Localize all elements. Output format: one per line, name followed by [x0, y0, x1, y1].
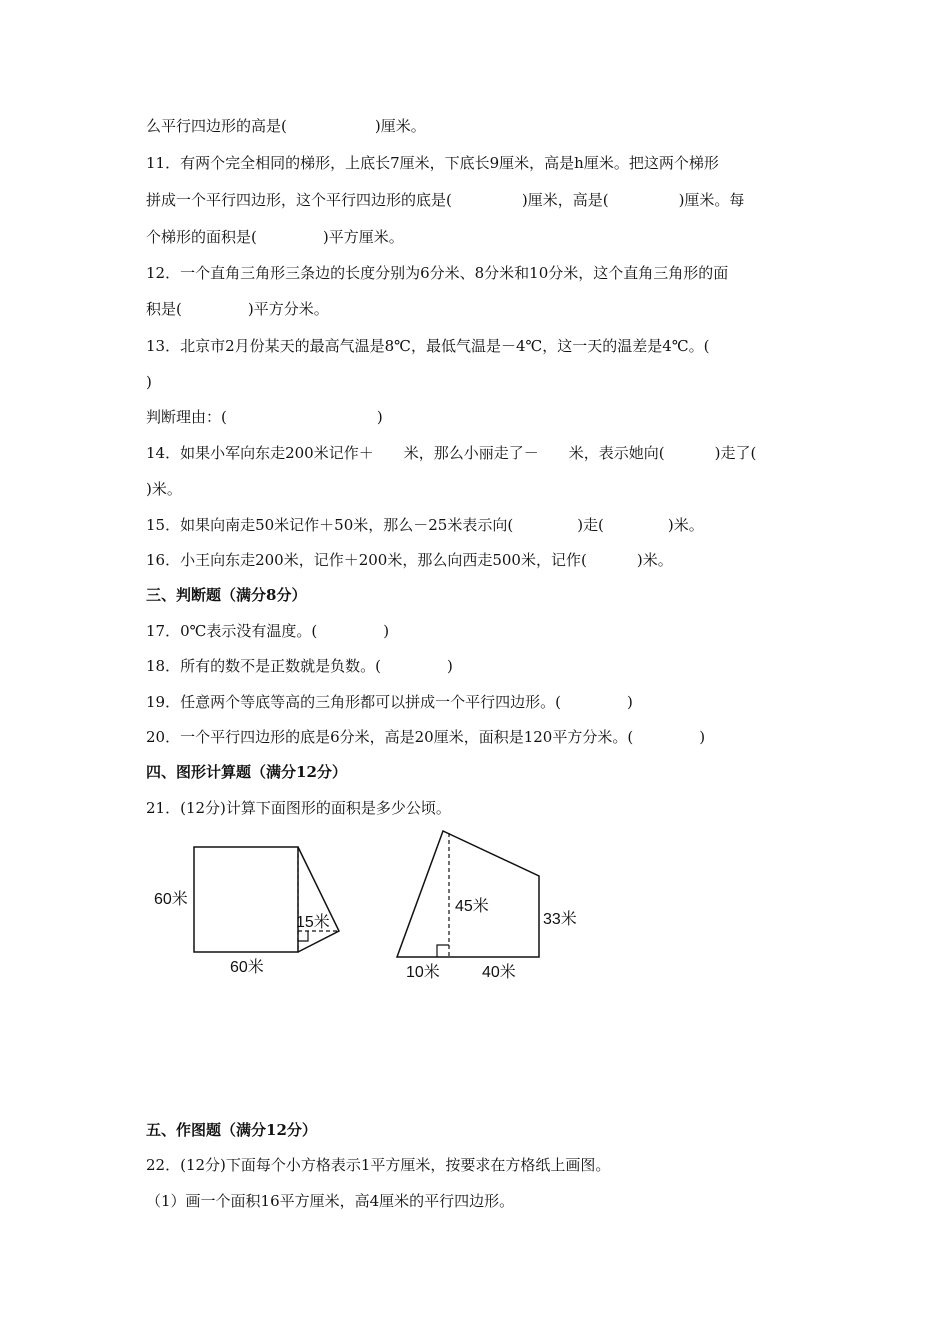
text: 14．如果小军向东走200米记作＋	[146, 444, 374, 462]
text: 15．如果向南走50米记作＋50米，那么－25米表示向(	[146, 516, 514, 534]
question-13-line-1	[146, 336, 709, 356]
text: 12．一个直角三角形三条边的长度分别为6分米、8分米和10分米，这个直角三角形的面	[146, 264, 729, 282]
text: 13．北京市2月份某天的最高气温是8℃，最低气温是－4℃，这一天的温差是4℃。(	[146, 337, 710, 355]
label-height: 15米	[296, 914, 330, 931]
text: 三、判断题（满分8分）	[146, 586, 307, 604]
square-shape	[194, 847, 298, 952]
text: )平方厘米。	[322, 228, 404, 246]
question-14-line-1	[146, 443, 756, 463]
label-height: 45米	[455, 898, 489, 915]
section-3-heading	[146, 585, 306, 605]
text: 米，表示她向(	[568, 444, 665, 462]
label-bottom: 60米	[230, 959, 264, 976]
text: 米，那么小丽走了－	[403, 444, 539, 462]
question-11-line-3	[146, 227, 404, 247]
text: )	[446, 657, 453, 675]
question-18	[146, 656, 453, 676]
label-base-left: 10米	[406, 964, 440, 981]
triangle-shape	[298, 847, 339, 952]
text: （1）画一个面积16平方厘米，高4厘米的平行四边形。	[146, 1192, 515, 1210]
section-5-heading	[146, 1120, 317, 1140]
figure-square-triangle	[140, 835, 355, 985]
question-19	[146, 692, 633, 712]
question-11-line-1	[146, 153, 719, 173]
question-22	[146, 1155, 610, 1175]
question-10-continuation	[146, 116, 426, 136]
question-22-part-1	[146, 1191, 514, 1211]
text: 拼成一个平行四边形，这个平行四边形的底是(	[146, 191, 452, 209]
text: )米。	[146, 480, 182, 498]
question-17	[146, 621, 389, 641]
text: 20．一个平行四边形的底是6分米，高是20厘米，面积是120平方分米。(	[146, 728, 634, 746]
text: )厘米。每	[678, 191, 745, 209]
question-12-line-1	[146, 263, 728, 283]
question-20	[146, 727, 705, 747]
text: 五、作图题（满分12分）	[146, 1121, 317, 1139]
text: )	[376, 408, 383, 426]
text: )	[626, 693, 633, 711]
text: 么平行四边形的高是(	[146, 117, 287, 135]
right-angle-mark	[437, 945, 449, 957]
question-16	[146, 550, 673, 570]
text: )	[146, 373, 152, 391]
text: )平方分米。	[247, 300, 329, 318]
text: 11．有两个完全相同的梯形，上底长7厘米，下底长9厘米，高是h厘米。把这两个梯形	[146, 154, 719, 172]
text: 四、图形计算题（满分12分）	[146, 763, 347, 781]
section-4-heading	[146, 762, 347, 782]
question-15	[146, 515, 704, 535]
text: )	[383, 622, 390, 640]
text: 积是(	[146, 300, 182, 318]
right-angle-mark	[298, 931, 308, 941]
question-13-reason	[146, 407, 383, 427]
text: 22．(12分)下面每个小方格表示1平方厘米，按要求在方格纸上画图。	[146, 1156, 611, 1174]
question-21	[146, 798, 451, 818]
text: 16．小王向东走200米，记作＋200米，那么向西走500米，记作(	[146, 551, 587, 569]
text: )厘米，高是(	[521, 191, 609, 209]
figure-trapezoid	[390, 825, 590, 985]
trapezoid-shape	[397, 831, 539, 957]
label-base-right: 40米	[482, 964, 516, 981]
text: )走了(	[714, 444, 757, 462]
question-13-line-2	[146, 372, 152, 392]
question-11-line-2	[146, 190, 744, 210]
text: 18．所有的数不是正数就是负数。(	[146, 657, 381, 675]
question-12-line-2	[146, 299, 329, 319]
label-left: 60米	[154, 891, 188, 908]
text: )厘米。	[374, 117, 426, 135]
text: 21．(12分)计算下面图形的面积是多少公顷。	[146, 799, 451, 817]
question-14-line-2	[146, 479, 182, 499]
text: )米。	[636, 551, 673, 569]
label-right: 33米	[543, 911, 577, 928]
text: )走(	[577, 516, 604, 534]
text: 个梯形的面积是(	[146, 228, 257, 246]
text: 判断理由：(	[146, 408, 227, 426]
text: )米。	[667, 516, 704, 534]
text: 19．任意两个等底等高的三角形都可以拼成一个平行四边形。(	[146, 693, 561, 711]
text: 17．0℃表示没有温度。(	[146, 622, 318, 640]
text: )	[699, 728, 706, 746]
